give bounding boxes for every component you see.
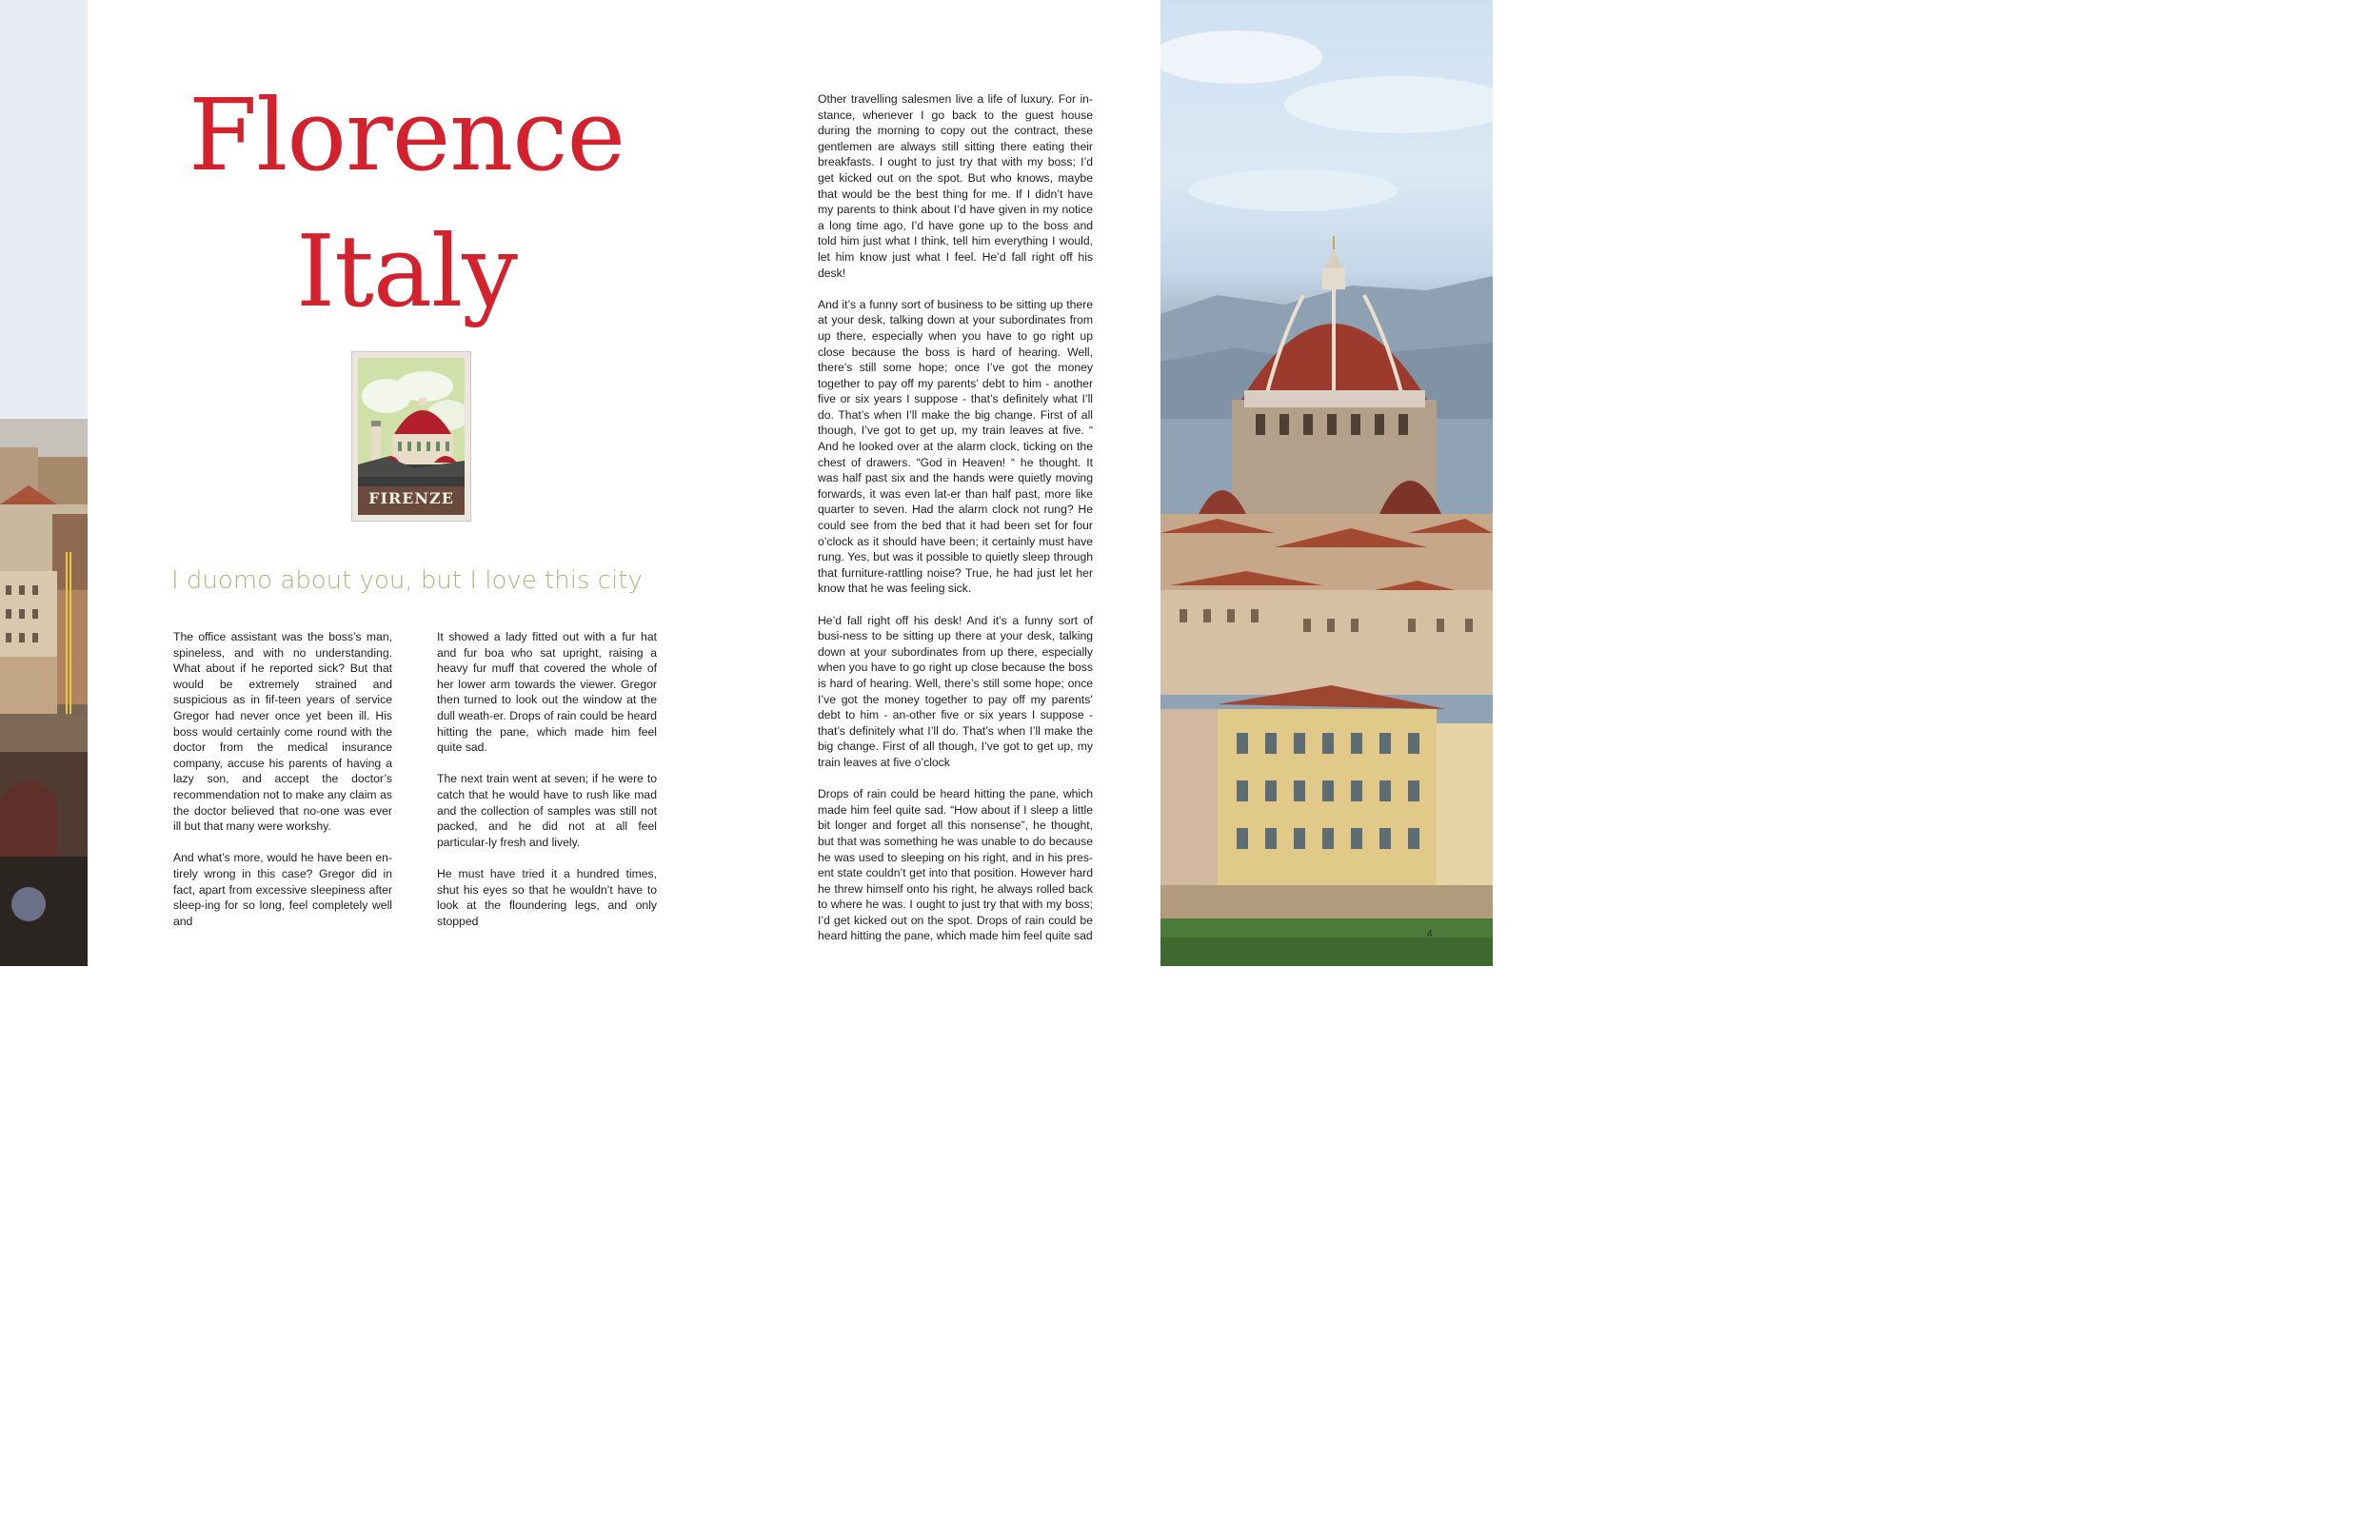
paragraph: Other travelling salesmen live a life of luxury. For in-stance, whenever I go back to the guest house during the morning to copy out the contract, these gentlemen are always still sitting there eating their breakfasts. I ought to just try that with my boss; I’d get kicked out on the spot. But who knows, maybe that would be the best thing for me. If I didn’t have my parents to think about I’d have given in my notice a long time ago, I’d have gone up to the boss and told him just what I think, tell him everything I would, let him know just what I feel. He’d fall right off his desk! (818, 92, 1093, 280)
firenze-poster (352, 352, 470, 521)
text-column-2 (437, 629, 657, 945)
page-number-left: 3 (57, 929, 63, 939)
paragraph: The office assistant was the boss’s man, spineless, and with no understanding. What about if he reported sick? But that would be extremely strained and suspicious as in fif-teen years of service Gregor had never once yet been ill. His boss would certainly come round with the doctor from the medical insurance company, accuse his parents of having a lazy son, and accept the doctor’s recommendation not to make any claim as the doctor believed that no-one was ever ill but that many were workshy. (173, 630, 392, 834)
paragraph: It showed a lady fitted out with a fur hat and fur boa who sat upright, raising a heavy fur muff that covered the whole of her lower arm towards the viewer. Gregor then turned to look out the window at the dull weath-er. Drops of rain could be heard hitting the pane, which made him feel quite sad. (437, 630, 657, 755)
paragraph: And what’s more, would he have been en-tirely wrong in this case? Gregor did in fact, apart from excessive sleepiness after sleep-ing for so long, feel completely well and (173, 851, 392, 928)
page-number-right: 4 (1427, 929, 1433, 939)
paragraph: He’d fall right off his desk! And it’s a funny sort of busi-ness to be sitting up there at your desk, talking down at your subordinates from up there, especially when you have to go right up close because the boss is hard of hearing. Well, there’s still some hope; once I’ve got the money together to pay off my parents’ debt to him - an-other five or six years I suppose - that’s definitely what I’ll do. That’s when I’ll make the big change. First of all though, I’ve got to get up, my train leaves at five o’clock (818, 613, 1093, 769)
paragraph: The next train went at seven; if he were to catch that he would have to rush like mad and the collection of samples was still not packed, and he did not at all feel particular-ly fresh and lively. (437, 772, 657, 849)
subtitle: I duomo about you, but I love this city (171, 566, 643, 595)
paragraph: Drops of rain could be heard hitting the pane, which made him feel quite sad. “How about if I sleep a little bit longer and forget all this nonsense”, he thought, but that was something he was unable to do because he was used to sleeping on his right, and in his pres-ent state couldn’t get into that position. However hard he threw himself onto his right, he always rolled back to where he was. I ought to just try that with my boss; I’d get kicked out on the spot. Drops of rain could be heard hitting the pane, which made him feel quite sad (818, 787, 1093, 943)
left-city-photo (0, 0, 88, 966)
title-line-1: Florence (188, 77, 625, 193)
title-line-2: Italy (296, 213, 517, 329)
right-duomo-photo (1160, 0, 1493, 966)
text-column-1 (173, 629, 392, 945)
text-column-3 (818, 91, 1093, 960)
paragraph: And it’s a funny sort of business to be sitting up there at your desk, talking down at your subordinates from up there, especially when you have to go right up close because the boss is hard of hearing. Well, there’s still some hope; once I’ve got the money together to pay off my parents’ debt to him - another five or six years I suppose - that’s definitely what I’ll do. That’s when I’ll make the big change. First of all though, I’ve got to get up, my train leaves at five. “ And he looked over at the alarm clock, ticking on the chest of drawers. “God in Heaven! “ he thought. It was half past six and the hands were quietly moving forwards, it was even lat-er than half past, more like quarter to seven. Had the alarm clock not rung? He could see from the bed that it had been set for four o’clock as it should have been; it certainly must have rung. Yes, but was it possible to quietly sleep through that furniture-rattling noise? True, he had just let her know that he was feeling sick. (818, 297, 1093, 596)
poster-label: FIRENZE (368, 489, 454, 507)
paragraph: He must have tried it a hundred times, shut his eyes so that he wouldn’t have to look at the floundering legs, and only stopped (437, 866, 657, 928)
